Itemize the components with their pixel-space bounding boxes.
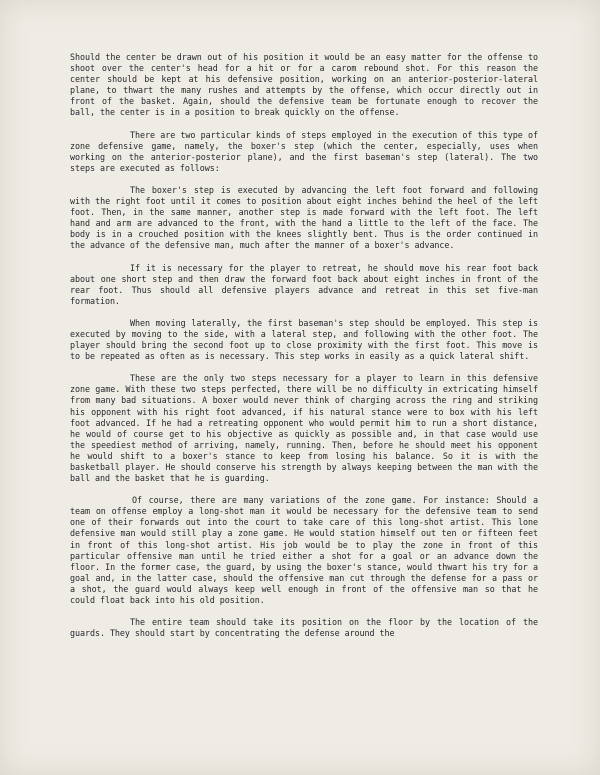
paragraph-5: When moving laterally, the first baseman's step should be employed. This step is executed by moving to the side, with a lateral step, and following with the other foot. The player should bring the second foot up to close proximity with the first foot. This move is to be repeated as often as is necessary. This step works in easily as a quick lateral shift. bbox=[70, 317, 538, 362]
paragraph-4: If it is necessary for the player to retreat, he should move his rear foot back about one short step and then draw the forward foot back about eight inches in front of the rear foot. Thus should all defensive players advance and retreat in this set five-man formation. bbox=[70, 262, 538, 306]
paragraph-8: The entire team should take its position on the floor by the location of the guards. They should start by concentrating the defense around the bbox=[70, 617, 538, 639]
paragraph-1: Should the center be drawn out of his position it would be an easy matter for the offense to shoot over the center's head for a hit or for a carom rebound shot. For this reason the center should be kept at his defensive position, working on an anterior-posterior-lateral plane, to thwart the many rushes and attempts by the offense, which occur directly out in front of the basket. Again, should the defensive team be fortunate enough to recover the ball, the center is in a position to break quickly on the offense. bbox=[70, 52, 538, 118]
paragraph-3: The boxer's step is executed by advancing the left foot forward and following with the right foot until it comes to position about eight inches behind the heel of the left foot. Then, in the same manner, another step is made forward with the left foot. The left hand and arm are advanced to the front, with the hand a little to the left of the face. The body is in a crouched position with the knees slightly bent. Thus is the order continued in the advance of the defensive man, much after the manner of a boxer's advance. bbox=[70, 184, 538, 251]
paragraph-2: There are two particular kinds of steps employed in the execution of this type of zone defensive game, namely, the boxer's step (which the center, especially, uses when working on the anterior-posterior plane), and the first baseman's step (lateral). The two steps are executed as follows: bbox=[70, 129, 538, 173]
paragraph-7: Of course, there are many variations of the zone game. For instance: Should a team on offense employ a long-shot man it would be necessary for the defensive team to send one of their forwards out into the court to take care of this long-shot artist. This lone defensive man would still play a zone game. He would station himself out ten or fifteen feet in front of this long-shot artist. His job would be to play the zone in front of this particular offensive man until he tried either a shot for a goal or an advance down the floor. In the former case, the guard, by using the boxer's stance, would thwart his try for a goal and, in the latter case, should the offensive man cut through the defense for a pass or a shot, the guard would always keep well enough in front of the offensive man so that he could float back into his old position. bbox=[70, 495, 538, 606]
paragraph-6: These are the only two steps necessary for a player to learn in this defensive zone game. With these two steps perfected, there will be no difficulty in extricating himself from many bad situations. A boxer would never think of charging across the ring and striking his opponent with his right foot advanced, if his natural stance were to box with his left foot advanced. If he had a retreating opponent who would permit him to run a short distance, he would of course get to his objective as quickly as possible and, in that case would use the speediest method of arriving, namely, running. Then, before he should meet his opponent he would shift to a boxer's stance to keep from losing his balance. So it is with the basketball player. He should conserve his strength by always keeping between the man with the ball and the basket that he is guarding. bbox=[70, 373, 538, 484]
document-body bbox=[70, 52, 538, 639]
